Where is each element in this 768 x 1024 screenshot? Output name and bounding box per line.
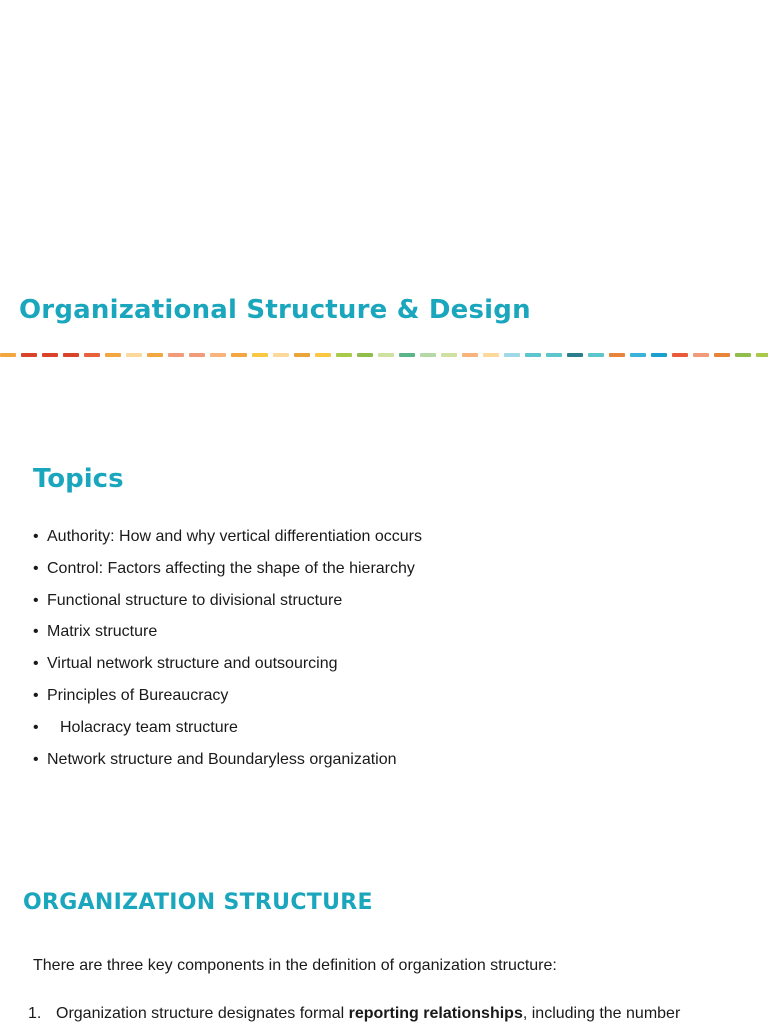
divider-dash — [273, 353, 289, 357]
divider-dash — [21, 353, 37, 357]
divider-dash — [609, 353, 625, 357]
divider-dash — [756, 353, 768, 357]
divider-dash — [525, 353, 541, 357]
topic-text: Network structure and Boundaryless organization — [47, 750, 397, 768]
topic-text: Control: Factors affecting the shape of the hierarchy — [47, 559, 415, 577]
numbered-item-1 — [28, 1005, 680, 1023]
divider-dash — [483, 353, 499, 357]
topic-text: Virtual network structure and outsourcing — [47, 655, 338, 673]
divider-dash — [567, 353, 583, 357]
divider-dash — [462, 353, 478, 357]
divider-dash — [378, 353, 394, 357]
divider-dash — [420, 353, 436, 357]
divider-dash — [546, 353, 562, 357]
topics-list — [33, 525, 422, 779]
divider-dash — [315, 353, 331, 357]
topic-item — [33, 748, 422, 780]
item-text-before: Organization structure designates formal — [56, 1005, 349, 1022]
divider-dash — [588, 353, 604, 357]
item-text-after: , including the number — [522, 1005, 681, 1022]
divider-dash — [693, 353, 709, 357]
bullet-icon: • — [33, 718, 39, 736]
topic-item — [33, 652, 422, 684]
divider-dash — [714, 353, 730, 357]
divider-dash — [252, 353, 268, 357]
topic-text: Functional structure to divisional structure — [47, 591, 343, 609]
color-dash-divider — [0, 353, 768, 357]
topic-item — [33, 557, 422, 589]
divider-dash — [105, 353, 121, 357]
divider-dash — [672, 353, 688, 357]
divider-dash — [651, 353, 667, 357]
bullet-icon: • — [33, 623, 39, 641]
bullet-icon: • — [33, 750, 39, 768]
intro-paragraph: There are three key components in the definition of organization structure: — [33, 957, 557, 974]
bullet-icon: • — [33, 591, 39, 609]
bullet-icon: • — [33, 559, 39, 577]
divider-dash — [504, 353, 520, 357]
topic-text: Holacracy team structure — [60, 718, 238, 736]
org-structure-heading: ORGANIZATION STRUCTURE — [23, 890, 373, 915]
topic-text: Authority: How and why vertical differentiation occurs — [47, 528, 422, 545]
bullet-icon: • — [33, 655, 39, 673]
divider-dash — [0, 353, 16, 357]
document-title: Organizational Structure & Design — [19, 295, 531, 325]
divider-dash — [630, 353, 646, 357]
topic-item — [33, 525, 422, 557]
topic-item — [33, 716, 422, 748]
item-number: 1. — [28, 1005, 42, 1022]
divider-dash — [126, 353, 142, 357]
divider-dash — [336, 353, 352, 357]
divider-dash — [294, 353, 310, 357]
divider-dash — [399, 353, 415, 357]
divider-dash — [168, 353, 184, 357]
topic-item — [33, 589, 422, 621]
divider-dash — [210, 353, 226, 357]
topic-text: Matrix structure — [47, 623, 158, 641]
topics-heading: Topics — [33, 464, 124, 494]
divider-dash — [357, 353, 373, 357]
divider-dash — [231, 353, 247, 357]
divider-dash — [42, 353, 58, 357]
divider-dash — [84, 353, 100, 357]
item-text-bold: reporting relationships — [348, 1005, 523, 1022]
divider-dash — [63, 353, 79, 357]
divider-dash — [441, 353, 457, 357]
bullet-icon: • — [33, 686, 39, 704]
divider-dash — [189, 353, 205, 357]
divider-dash — [147, 353, 163, 357]
topic-item — [33, 684, 422, 716]
topic-text: Principles of Bureaucracy — [47, 686, 229, 704]
bullet-icon: • — [33, 528, 39, 545]
divider-dash — [735, 353, 751, 357]
topic-item — [33, 620, 422, 652]
